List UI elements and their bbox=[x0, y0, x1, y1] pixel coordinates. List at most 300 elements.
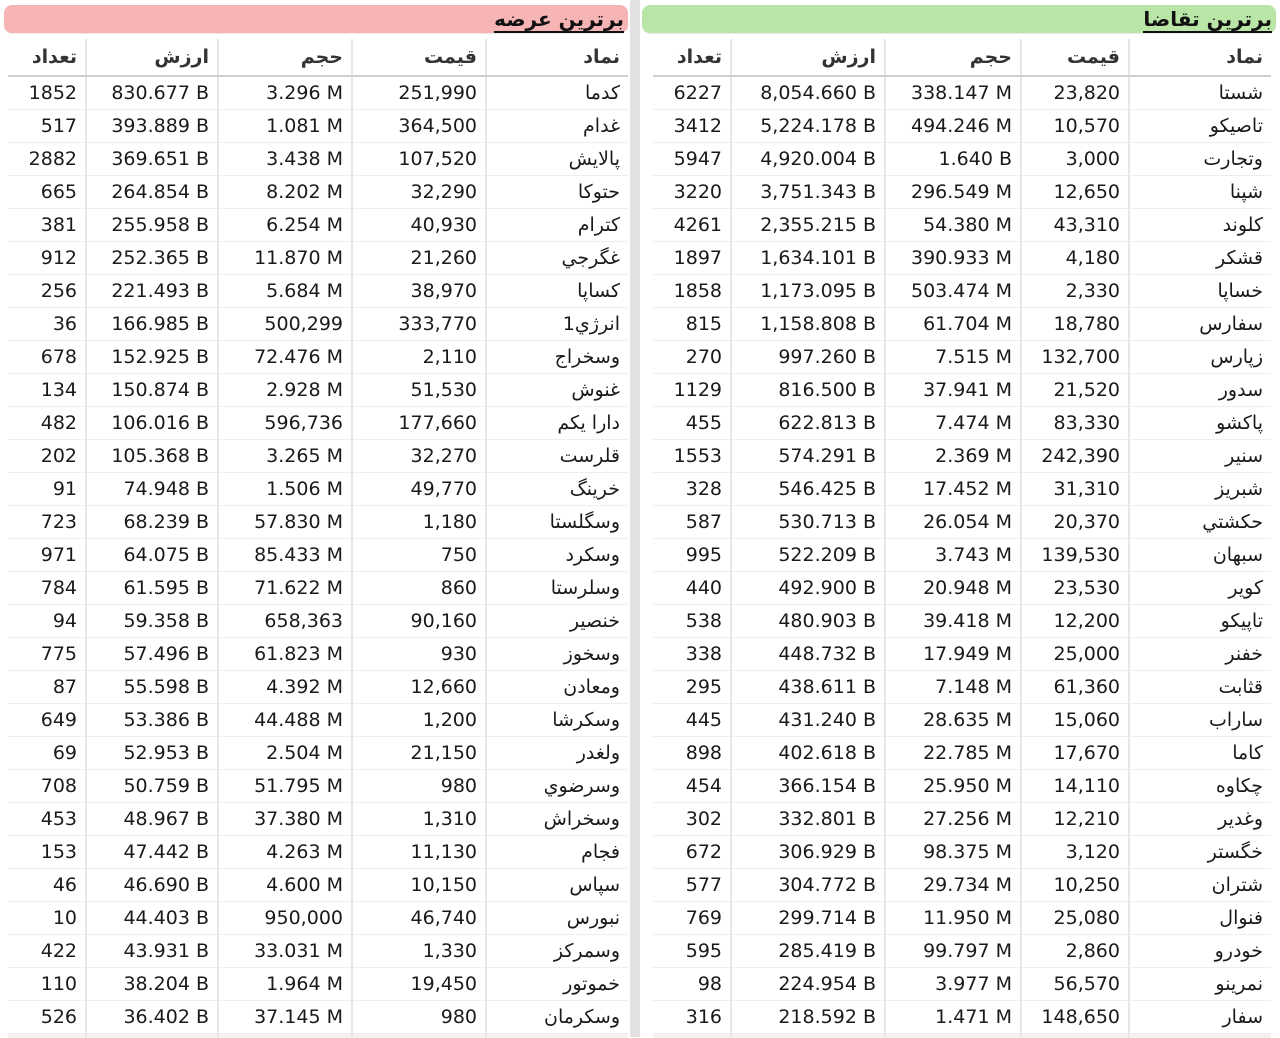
cell-count: 422 bbox=[8, 935, 86, 968]
cell-price: 21,150 bbox=[352, 737, 486, 770]
cell-symbol: حتوكا bbox=[486, 176, 628, 209]
cell-value: 106.016 B bbox=[86, 407, 218, 440]
table-bottom-cell bbox=[352, 1034, 486, 1038]
table-row bbox=[653, 704, 1271, 737]
table-row bbox=[8, 242, 628, 275]
cell-volume: 1.964 M bbox=[218, 968, 352, 1001]
table-row bbox=[8, 902, 628, 935]
cell-value: 574.291 B bbox=[731, 440, 885, 473]
cell-price: 40,930 bbox=[352, 209, 486, 242]
cell-volume: 37.941 M bbox=[885, 374, 1021, 407]
cell-symbol: ساراب bbox=[1129, 704, 1271, 737]
cell-price: 90,160 bbox=[352, 605, 486, 638]
cell-volume: 390.933 M bbox=[885, 242, 1021, 275]
cell-symbol: خموتور bbox=[486, 968, 628, 1001]
cell-count: 69 bbox=[8, 737, 86, 770]
cell-count: 577 bbox=[653, 869, 731, 902]
top-supply-banner bbox=[4, 5, 628, 33]
cell-value: 402.618 B bbox=[731, 737, 885, 770]
column-header-count: تعداد bbox=[8, 39, 86, 76]
cell-count: 815 bbox=[653, 308, 731, 341]
table-bottom-cell bbox=[1021, 1034, 1129, 1038]
cell-count: 46 bbox=[8, 869, 86, 902]
cell-value: 36.402 B bbox=[86, 1001, 218, 1034]
table-row bbox=[653, 902, 1271, 935]
table-row bbox=[653, 572, 1271, 605]
table-row bbox=[8, 869, 628, 902]
top-demand-banner bbox=[642, 5, 1276, 33]
cell-symbol: وسخوز bbox=[486, 638, 628, 671]
cell-count: 995 bbox=[653, 539, 731, 572]
cell-symbol: انرژي1 bbox=[486, 308, 628, 341]
table-header-row bbox=[8, 39, 628, 76]
cell-symbol: شپنا bbox=[1129, 176, 1271, 209]
cell-value: 332.801 B bbox=[731, 803, 885, 836]
table-row bbox=[653, 76, 1271, 110]
table-row bbox=[8, 176, 628, 209]
cell-count: 3220 bbox=[653, 176, 731, 209]
cell-volume: 658,363 bbox=[218, 605, 352, 638]
cell-symbol: كاما bbox=[1129, 737, 1271, 770]
column-header-value: ارزش bbox=[86, 39, 218, 76]
cell-count: 153 bbox=[8, 836, 86, 869]
cell-price: 61,360 bbox=[1021, 671, 1129, 704]
column-header-volume: حجم bbox=[885, 39, 1021, 76]
top-demand-panel bbox=[640, 0, 1280, 1037]
cell-price: 1,200 bbox=[352, 704, 486, 737]
cell-symbol: وسكرد bbox=[486, 539, 628, 572]
cell-volume: 503.474 M bbox=[885, 275, 1021, 308]
cell-price: 364,500 bbox=[352, 110, 486, 143]
table-row bbox=[8, 704, 628, 737]
cell-symbol: وسكرمان bbox=[486, 1001, 628, 1034]
cell-volume: 2.369 M bbox=[885, 440, 1021, 473]
column-header-symbol: نماد bbox=[486, 39, 628, 76]
cell-price: 3,120 bbox=[1021, 836, 1129, 869]
table-row bbox=[653, 869, 1271, 902]
top-demand-table bbox=[653, 39, 1271, 1038]
cell-count: 134 bbox=[8, 374, 86, 407]
cell-value: 431.240 B bbox=[731, 704, 885, 737]
cell-count: 769 bbox=[653, 902, 731, 935]
cell-value: 5,224.178 B bbox=[731, 110, 885, 143]
cell-value: 166.985 B bbox=[86, 308, 218, 341]
cell-value: 48.967 B bbox=[86, 803, 218, 836]
cell-volume: 33.031 M bbox=[218, 935, 352, 968]
cell-count: 98 bbox=[653, 968, 731, 1001]
cell-count: 202 bbox=[8, 440, 86, 473]
cell-volume: 85.433 M bbox=[218, 539, 352, 572]
cell-volume: 950,000 bbox=[218, 902, 352, 935]
cell-price: 10,150 bbox=[352, 869, 486, 902]
cell-symbol: وسمركز bbox=[486, 935, 628, 968]
cell-count: 87 bbox=[8, 671, 86, 704]
cell-value: 221.493 B bbox=[86, 275, 218, 308]
table-row bbox=[8, 968, 628, 1001]
cell-value: 1,634.101 B bbox=[731, 242, 885, 275]
cell-symbol: وسكرشا bbox=[486, 704, 628, 737]
table-bottom-cell bbox=[486, 1034, 628, 1038]
cell-symbol: نمرينو bbox=[1129, 968, 1271, 1001]
cell-volume: 26.054 M bbox=[885, 506, 1021, 539]
table-row bbox=[653, 176, 1271, 209]
table-row bbox=[653, 374, 1271, 407]
cell-symbol: وسرضوي bbox=[486, 770, 628, 803]
table-row bbox=[653, 308, 1271, 341]
cell-count: 328 bbox=[653, 473, 731, 506]
cell-price: 15,060 bbox=[1021, 704, 1129, 737]
cell-price: 139,530 bbox=[1021, 539, 1129, 572]
cell-symbol: وسخراج bbox=[486, 341, 628, 374]
cell-count: 526 bbox=[8, 1001, 86, 1034]
cell-value: 47.442 B bbox=[86, 836, 218, 869]
cell-value: 52.953 B bbox=[86, 737, 218, 770]
cell-count: 453 bbox=[8, 803, 86, 836]
cell-value: 393.889 B bbox=[86, 110, 218, 143]
table-row bbox=[653, 737, 1271, 770]
cell-volume: 61.823 M bbox=[218, 638, 352, 671]
table-row bbox=[8, 473, 628, 506]
table-row bbox=[653, 110, 1271, 143]
cell-value: 997.260 B bbox=[731, 341, 885, 374]
cell-value: 492.900 B bbox=[731, 572, 885, 605]
cell-price: 23,530 bbox=[1021, 572, 1129, 605]
cell-volume: 2.504 M bbox=[218, 737, 352, 770]
table-bottom-cell bbox=[653, 1034, 731, 1038]
cell-value: 285.419 B bbox=[731, 935, 885, 968]
cell-price: 1,330 bbox=[352, 935, 486, 968]
cell-count: 784 bbox=[8, 572, 86, 605]
cell-value: 369.651 B bbox=[86, 143, 218, 176]
cell-price: 49,770 bbox=[352, 473, 486, 506]
cell-count: 1553 bbox=[653, 440, 731, 473]
cell-price: 333,770 bbox=[352, 308, 486, 341]
column-header-symbol: نماد bbox=[1129, 39, 1271, 76]
cell-value: 480.903 B bbox=[731, 605, 885, 638]
table-row bbox=[8, 374, 628, 407]
cell-symbol: زپارس bbox=[1129, 341, 1271, 374]
cell-count: 1858 bbox=[653, 275, 731, 308]
cell-count: 455 bbox=[653, 407, 731, 440]
cell-count: 91 bbox=[8, 473, 86, 506]
cell-volume: 51.795 M bbox=[218, 770, 352, 803]
cell-value: 152.925 B bbox=[86, 341, 218, 374]
cell-price: 20,370 bbox=[1021, 506, 1129, 539]
cell-value: 4,920.004 B bbox=[731, 143, 885, 176]
cell-symbol: خگستر bbox=[1129, 836, 1271, 869]
cell-price: 46,740 bbox=[352, 902, 486, 935]
table-row bbox=[8, 76, 628, 110]
table-row bbox=[8, 308, 628, 341]
table-bottom-cell bbox=[218, 1034, 352, 1038]
cell-price: 56,570 bbox=[1021, 968, 1129, 1001]
cell-count: 538 bbox=[653, 605, 731, 638]
cell-price: 11,130 bbox=[352, 836, 486, 869]
cell-volume: 5.684 M bbox=[218, 275, 352, 308]
cell-symbol: وسگلستا bbox=[486, 506, 628, 539]
cell-value: 1,173.095 B bbox=[731, 275, 885, 308]
table-row bbox=[653, 770, 1271, 803]
cell-count: 381 bbox=[8, 209, 86, 242]
cell-value: 105.368 B bbox=[86, 440, 218, 473]
cell-volume: 29.734 M bbox=[885, 869, 1021, 902]
cell-symbol: شبريز bbox=[1129, 473, 1271, 506]
cell-symbol: سفار bbox=[1129, 1001, 1271, 1034]
cell-price: 2,110 bbox=[352, 341, 486, 374]
cell-count: 256 bbox=[8, 275, 86, 308]
cell-count: 338 bbox=[653, 638, 731, 671]
cell-value: 306.929 B bbox=[731, 836, 885, 869]
cell-price: 32,270 bbox=[352, 440, 486, 473]
cell-count: 4261 bbox=[653, 209, 731, 242]
table-row bbox=[8, 935, 628, 968]
cell-symbol: پالايش bbox=[486, 143, 628, 176]
cell-symbol: حكشتي bbox=[1129, 506, 1271, 539]
cell-volume: 3.265 M bbox=[218, 440, 352, 473]
table-row bbox=[8, 209, 628, 242]
column-header-price: قیمت bbox=[1021, 39, 1129, 76]
column-header-value: ارزش bbox=[731, 39, 885, 76]
cell-price: 12,200 bbox=[1021, 605, 1129, 638]
cell-count: 1852 bbox=[8, 76, 86, 110]
cell-price: 23,820 bbox=[1021, 76, 1129, 110]
cell-price: 18,780 bbox=[1021, 308, 1129, 341]
cell-value: 438.611 B bbox=[731, 671, 885, 704]
cell-price: 19,450 bbox=[352, 968, 486, 1001]
cell-count: 295 bbox=[653, 671, 731, 704]
table-row bbox=[8, 572, 628, 605]
cell-symbol: ومعادن bbox=[486, 671, 628, 704]
table-row bbox=[653, 671, 1271, 704]
table-row bbox=[653, 506, 1271, 539]
table-row bbox=[653, 803, 1271, 836]
cell-volume: 44.488 M bbox=[218, 704, 352, 737]
cell-value: 304.772 B bbox=[731, 869, 885, 902]
cell-value: 46.690 B bbox=[86, 869, 218, 902]
cell-volume: 1.471 M bbox=[885, 1001, 1021, 1034]
cell-volume: 596,736 bbox=[218, 407, 352, 440]
cell-price: 980 bbox=[352, 1001, 486, 1034]
table-row bbox=[8, 737, 628, 770]
cell-volume: 27.256 M bbox=[885, 803, 1021, 836]
cell-price: 14,110 bbox=[1021, 770, 1129, 803]
cell-value: 150.874 B bbox=[86, 374, 218, 407]
cell-volume: 98.375 M bbox=[885, 836, 1021, 869]
table-row bbox=[653, 473, 1271, 506]
cell-price: 860 bbox=[352, 572, 486, 605]
table-row bbox=[8, 836, 628, 869]
cell-symbol: چكاوه bbox=[1129, 770, 1271, 803]
cell-volume: 71.622 M bbox=[218, 572, 352, 605]
cell-symbol: وسخراش bbox=[486, 803, 628, 836]
cell-volume: 11.950 M bbox=[885, 902, 1021, 935]
column-header-count: تعداد bbox=[653, 39, 731, 76]
cell-count: 587 bbox=[653, 506, 731, 539]
cell-volume: 4.392 M bbox=[218, 671, 352, 704]
cell-value: 252.365 B bbox=[86, 242, 218, 275]
cell-count: 110 bbox=[8, 968, 86, 1001]
cell-symbol: قثابت bbox=[1129, 671, 1271, 704]
cell-volume: 72.476 M bbox=[218, 341, 352, 374]
table-row bbox=[653, 275, 1271, 308]
cell-price: 3,000 bbox=[1021, 143, 1129, 176]
cell-value: 299.714 B bbox=[731, 902, 885, 935]
cell-symbol: كدما bbox=[486, 76, 628, 110]
cell-volume: 1.081 M bbox=[218, 110, 352, 143]
cell-count: 1129 bbox=[653, 374, 731, 407]
cell-value: 64.075 B bbox=[86, 539, 218, 572]
top-demand-title: برترین تقاضا bbox=[1143, 6, 1272, 32]
cell-value: 530.713 B bbox=[731, 506, 885, 539]
table-row bbox=[653, 242, 1271, 275]
cell-count: 2882 bbox=[8, 143, 86, 176]
cell-symbol: قلرست bbox=[486, 440, 628, 473]
cell-volume: 4.263 M bbox=[218, 836, 352, 869]
cell-symbol: سبهان bbox=[1129, 539, 1271, 572]
cell-price: 1,180 bbox=[352, 506, 486, 539]
cell-price: 930 bbox=[352, 638, 486, 671]
cell-price: 12,650 bbox=[1021, 176, 1129, 209]
cell-count: 971 bbox=[8, 539, 86, 572]
cell-volume: 54.380 M bbox=[885, 209, 1021, 242]
cell-symbol: ولغدر bbox=[486, 737, 628, 770]
cell-volume: 4.600 M bbox=[218, 869, 352, 902]
cell-count: 912 bbox=[8, 242, 86, 275]
cell-volume: 28.635 M bbox=[885, 704, 1021, 737]
table-row bbox=[8, 671, 628, 704]
cell-count: 454 bbox=[653, 770, 731, 803]
cell-volume: 1.640 B bbox=[885, 143, 1021, 176]
cell-count: 3412 bbox=[653, 110, 731, 143]
cell-price: 242,390 bbox=[1021, 440, 1129, 473]
cell-volume: 500,299 bbox=[218, 308, 352, 341]
cell-value: 59.358 B bbox=[86, 605, 218, 638]
cell-symbol: غنوش bbox=[486, 374, 628, 407]
cell-price: 132,700 bbox=[1021, 341, 1129, 374]
top-supply-title: برترین عرضه bbox=[494, 6, 624, 32]
table-row bbox=[8, 638, 628, 671]
table-row bbox=[653, 1001, 1271, 1034]
cell-value: 2,355.215 B bbox=[731, 209, 885, 242]
cell-symbol: شتران bbox=[1129, 869, 1271, 902]
cell-price: 31,310 bbox=[1021, 473, 1129, 506]
cell-symbol: غدام bbox=[486, 110, 628, 143]
cell-symbol: شستا bbox=[1129, 76, 1271, 110]
column-header-price: قیمت bbox=[352, 39, 486, 76]
cell-value: 522.209 B bbox=[731, 539, 885, 572]
cell-count: 440 bbox=[653, 572, 731, 605]
cell-count: 665 bbox=[8, 176, 86, 209]
cell-count: 1897 bbox=[653, 242, 731, 275]
cell-price: 17,670 bbox=[1021, 737, 1129, 770]
cell-value: 224.954 B bbox=[731, 968, 885, 1001]
cell-symbol: سنير bbox=[1129, 440, 1271, 473]
table-row bbox=[653, 605, 1271, 638]
table-row bbox=[8, 1001, 628, 1034]
cell-price: 2,330 bbox=[1021, 275, 1129, 308]
table-row bbox=[653, 539, 1271, 572]
cell-value: 366.154 B bbox=[731, 770, 885, 803]
cell-symbol: كترام bbox=[486, 209, 628, 242]
cell-price: 1,310 bbox=[352, 803, 486, 836]
cell-price: 38,970 bbox=[352, 275, 486, 308]
table-row bbox=[8, 275, 628, 308]
cell-price: 21,520 bbox=[1021, 374, 1129, 407]
table-row bbox=[8, 506, 628, 539]
cell-volume: 7.474 M bbox=[885, 407, 1021, 440]
cell-price: 4,180 bbox=[1021, 242, 1129, 275]
cell-symbol: كلوند bbox=[1129, 209, 1271, 242]
cell-value: 44.403 B bbox=[86, 902, 218, 935]
cell-value: 55.598 B bbox=[86, 671, 218, 704]
table-bottom-cell bbox=[731, 1034, 885, 1038]
table-row bbox=[653, 407, 1271, 440]
cell-price: 12,210 bbox=[1021, 803, 1129, 836]
cell-volume: 7.515 M bbox=[885, 341, 1021, 374]
table-row bbox=[8, 539, 628, 572]
cell-symbol: كساپا bbox=[486, 275, 628, 308]
cell-count: 302 bbox=[653, 803, 731, 836]
table-bottom-cell bbox=[8, 1034, 86, 1038]
cell-volume: 296.549 M bbox=[885, 176, 1021, 209]
cell-volume: 61.704 M bbox=[885, 308, 1021, 341]
cell-volume: 1.506 M bbox=[218, 473, 352, 506]
cell-symbol: سپاس bbox=[486, 869, 628, 902]
cell-count: 678 bbox=[8, 341, 86, 374]
table-row bbox=[8, 605, 628, 638]
cell-volume: 22.785 M bbox=[885, 737, 1021, 770]
cell-value: 74.948 B bbox=[86, 473, 218, 506]
cell-value: 1,158.808 B bbox=[731, 308, 885, 341]
cell-symbol: سدور bbox=[1129, 374, 1271, 407]
cell-price: 10,570 bbox=[1021, 110, 1129, 143]
cell-price: 148,650 bbox=[1021, 1001, 1129, 1034]
cell-volume: 11.870 M bbox=[218, 242, 352, 275]
cell-volume: 7.148 M bbox=[885, 671, 1021, 704]
cell-count: 775 bbox=[8, 638, 86, 671]
panel-divider bbox=[630, 0, 640, 1037]
cell-symbol: خفنر bbox=[1129, 638, 1271, 671]
cell-price: 12,660 bbox=[352, 671, 486, 704]
cell-volume: 37.145 M bbox=[218, 1001, 352, 1034]
cell-volume: 17.949 M bbox=[885, 638, 1021, 671]
table-bottom-cell bbox=[86, 1034, 218, 1038]
cell-price: 980 bbox=[352, 770, 486, 803]
cell-price: 43,310 bbox=[1021, 209, 1129, 242]
table-row bbox=[653, 143, 1271, 176]
cell-symbol: خساپا bbox=[1129, 275, 1271, 308]
cell-symbol: فنوال bbox=[1129, 902, 1271, 935]
cell-price: 83,330 bbox=[1021, 407, 1129, 440]
cell-value: 68.239 B bbox=[86, 506, 218, 539]
table-row bbox=[8, 770, 628, 803]
cell-count: 649 bbox=[8, 704, 86, 737]
cell-value: 61.595 B bbox=[86, 572, 218, 605]
cell-count: 708 bbox=[8, 770, 86, 803]
table-row bbox=[653, 440, 1271, 473]
cell-symbol: خرينگ bbox=[486, 473, 628, 506]
table-row bbox=[653, 968, 1271, 1001]
table-row bbox=[653, 209, 1271, 242]
table-row bbox=[8, 407, 628, 440]
cell-symbol: وغدير bbox=[1129, 803, 1271, 836]
cell-count: 723 bbox=[8, 506, 86, 539]
cell-volume: 57.830 M bbox=[218, 506, 352, 539]
top-supply-table bbox=[8, 39, 628, 1038]
cell-count: 672 bbox=[653, 836, 731, 869]
table-row bbox=[653, 638, 1271, 671]
cell-value: 53.386 B bbox=[86, 704, 218, 737]
